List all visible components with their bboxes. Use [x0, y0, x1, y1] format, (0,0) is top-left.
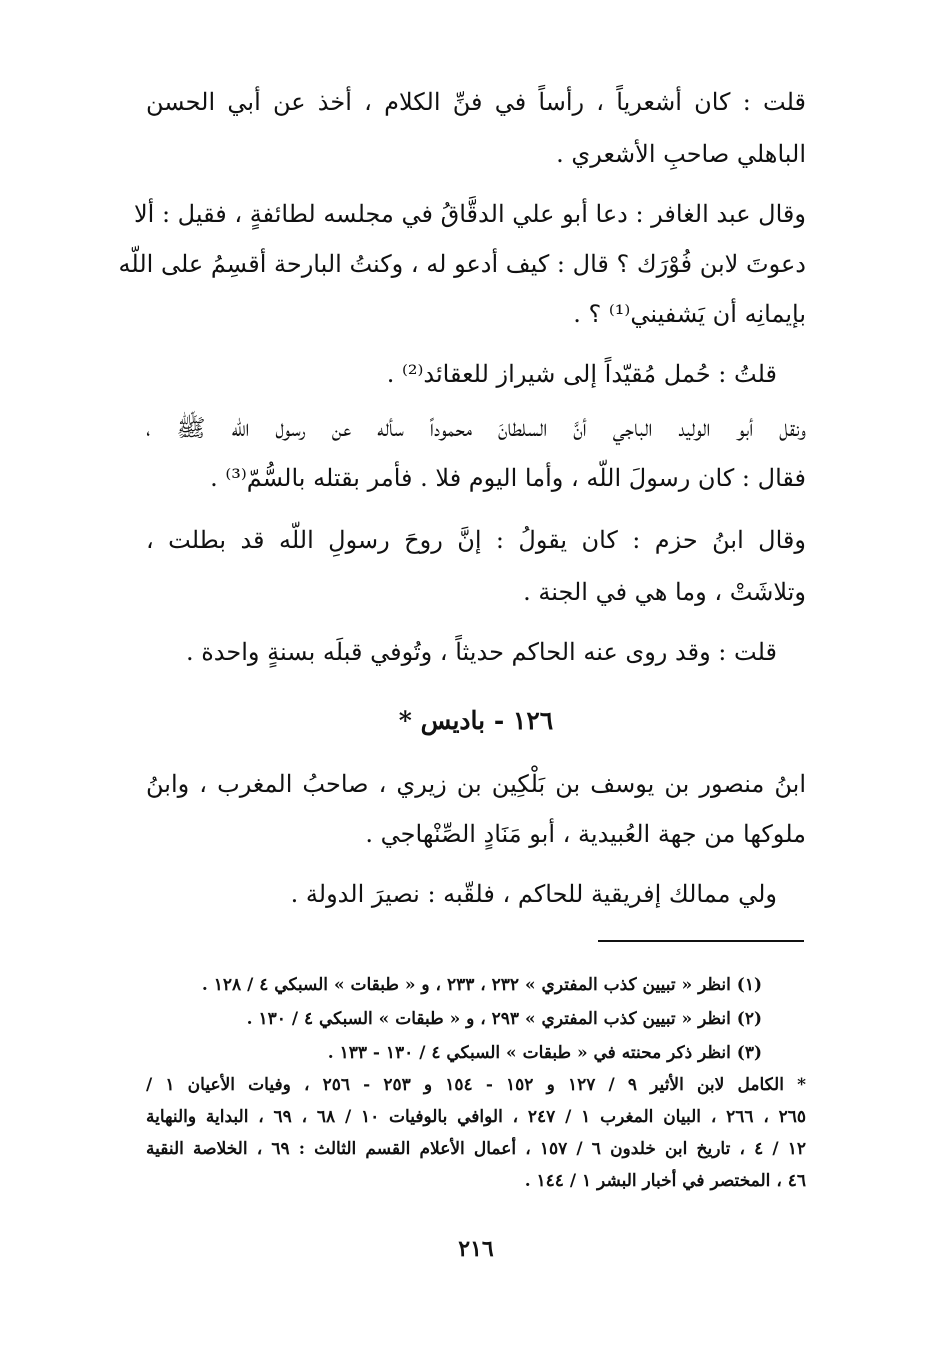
- footnote-line: ١٢ / ٤ ، تاريخ ابن خلدون ٦ / ١٥٧ ، أعمال الأعلام القسم الثالث : ٦٩ ، الخلاصة النقية: [146, 1139, 807, 1159]
- text-line: الباهلي صاحبِ الأشعري .: [556, 140, 806, 168]
- footnote-line: (٣) انظر ذكر محنته في « طبقات » السبكي ٤ / ١٣٠ - ١٣٣ .: [327, 1043, 762, 1063]
- text-line: وتلاشَتْ ، وما هي في الجنة .: [523, 578, 806, 606]
- footnote-line: ٤٦ ، المختصر في أخبار البشر ١ / ١٤٤ .: [524, 1171, 806, 1191]
- footnote-line: * الكامل لابن الأثير ٩ / ١٢٧ و ١٥٢ - ١٥٤ و ٢٥٣ - ٢٥٦ ، وفيات الأعيان ١ /: [146, 1075, 806, 1095]
- footnote-line: (١) انظر « تبيين كذب المفتري » ٢٣٢ ، ٢٣٣ ، و « طبقات » السبكي ٤ / ١٢٨ .: [201, 975, 762, 995]
- page-number: ٢١٦: [458, 1236, 494, 1262]
- text-line: دعوتَ لابن فُوْرَك ؟ قال : كيف أدعو له ، وكنتُ البارحة أقسِمُ على اللّه: [118, 250, 806, 278]
- text-line: بإيمانِه أن يَشفيني⁽¹⁾ ؟ .: [573, 300, 806, 328]
- text-line: ولي ممالك إفريقية للحاكم ، فلقّبه : نصيرَ الدولة .: [290, 880, 777, 908]
- text-line: ملوكها من جهة العُبيدية ، أبو مَنَادٍ الصِّنْهاجي .: [365, 820, 806, 848]
- footnote-separator: [598, 940, 804, 942]
- text-line: قلتُ : حُمل مُقيّداً إلى شيراز للعقائد⁽²⁾ .: [386, 360, 777, 388]
- text-line: وقال ابنُ حزم : كان يقولُ : إنَّ روحَ رسولِ اللّه قد بطلت ،: [146, 526, 806, 554]
- footnote-line: (٢) انظر « تبيين كذب المفتري » ٢٩٣ ، و « طبقات » السبكي ٤ / ١٣٠ .: [246, 1009, 762, 1029]
- text-line: قلت : كان أشعرياً ، رأساً في فنِّ الكلام ، أخذ عن أبي الحسن: [146, 88, 806, 116]
- footnote-line: ٢٦٥ ، ٢٦٦ ، البيان المغرب ١ / ٢٤٧ ، الوافي بالوفيات ١٠ / ٦٨ ، ٦٩ ، البداية والنهاية: [146, 1107, 807, 1127]
- text-line: ونقل أبو الوليد الباجي أنَّ السلطانَ محموداً سأله عن رسول اللّه ﷺ ،: [146, 414, 806, 442]
- text-line: ابنُ منصور بن يوسف بن بَلْكِين بن زيري ، صاحبُ المغرب ، وابنُ: [146, 770, 806, 798]
- text-line: وقال عبد الغافر : دعا أبو علي الدقَّاقُ في مجلسه لطائفةٍ ، فقيل : ألا: [133, 200, 806, 228]
- text-line: قلت : وقد روى عنه الحاكم حديثاً ، وتُوفي قبلَه بسنةٍ واحدة .: [185, 638, 777, 666]
- entry-heading: ١٢٦ - باديس *: [398, 706, 554, 735]
- text-line: فقال : كان رسولَ اللّه ، وأما اليوم فلا . فأمر بقتله بالسُّمّ⁽³⁾ .: [210, 464, 806, 492]
